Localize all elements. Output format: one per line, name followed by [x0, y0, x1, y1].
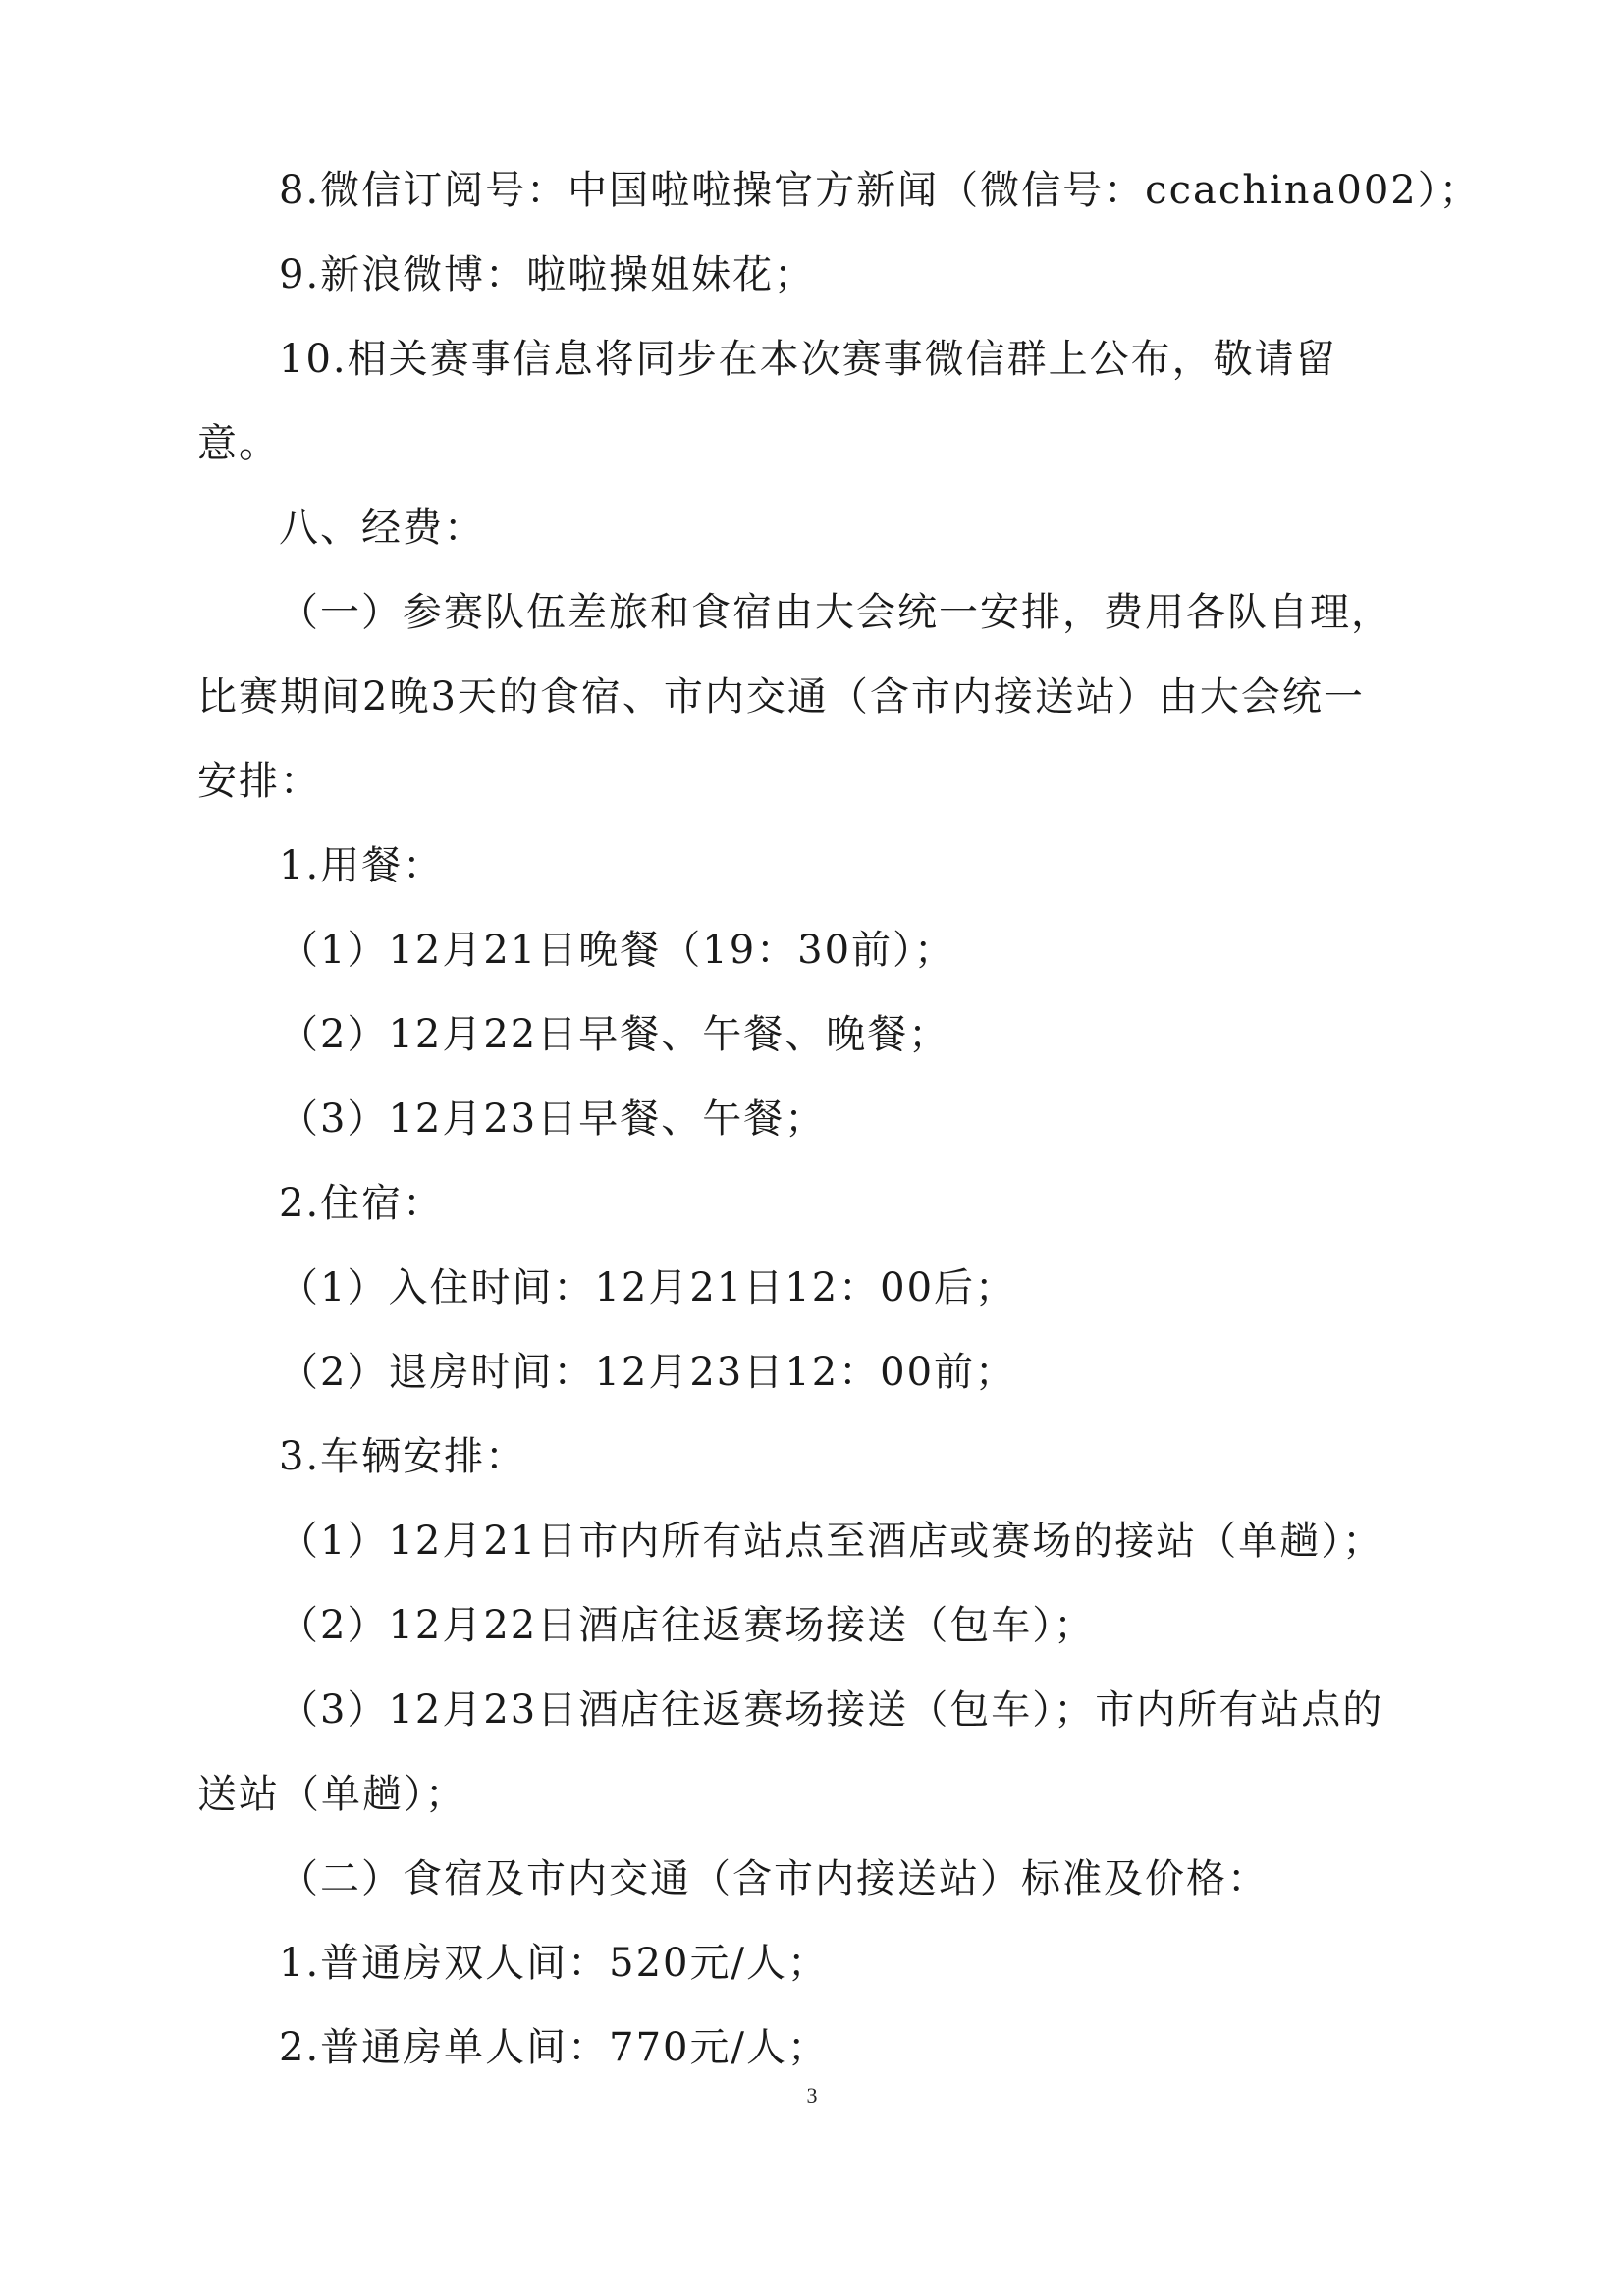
line-event-info: 10.相关赛事信息将同步在本次赛事微信群上公布，敬请留	[279, 337, 1337, 382]
heading-pricing: （二）食宿及市内交通（含市内接送站）标准及价格：	[279, 1856, 1269, 1901]
paragraph-travel-lodging-continued: 比赛期间2晚3天的食宿、市内交通（含市内接送站）由大会统一	[197, 674, 1365, 720]
heading-accommodation: 2.住宿：	[279, 1181, 445, 1226]
accommodation-item: （2）退房时间：12月23日12：00前；	[279, 1350, 1017, 1395]
paragraph-travel-lodging: （一）参赛队伍差旅和食宿由大会统一安排，费用各队自理，	[279, 590, 1392, 635]
price-item: 2.普通房单人间：770元/人；	[279, 2025, 829, 2070]
vehicle-item-continued: 送站（单趟）；	[197, 1772, 466, 1817]
vehicle-item: （3）12月23日酒店往返赛场接送（包车）；市内所有站点的	[279, 1687, 1384, 1733]
line-wechat-subscription: 8.微信订阅号：中国啦啦操官方新闻（微信号：ccachina002）；	[279, 168, 1481, 213]
section-heading-expenses: 八、经费：	[279, 506, 485, 551]
meal-item: （2）12月22日早餐、午餐、晚餐；	[279, 1012, 950, 1057]
heading-meals: 1.用餐：	[279, 843, 445, 888]
vehicle-item: （2）12月22日酒店往返赛场接送（包车）；	[279, 1603, 1096, 1648]
meal-item: （3）12月23日早餐、午餐；	[279, 1096, 827, 1142]
line-weibo: 9.新浪微博：啦啦操姐妹花；	[279, 252, 816, 297]
paragraph-travel-lodging-end: 安排：	[197, 759, 321, 804]
page-number: 3	[806, 2083, 818, 2108]
price-item: 1.普通房双人间：520元/人；	[279, 1941, 829, 1986]
accommodation-item: （1）入住时间：12月21日12：00后；	[279, 1265, 1017, 1310]
vehicle-item: （1）12月21日市内所有站点至酒店或赛场的接站（单趟）；	[279, 1519, 1384, 1564]
meal-item: （1）12月21日晚餐（19：30前）；	[279, 928, 956, 973]
line-event-info-continued: 意。	[197, 421, 280, 466]
heading-vehicles: 3.车辆安排：	[279, 1434, 527, 1479]
